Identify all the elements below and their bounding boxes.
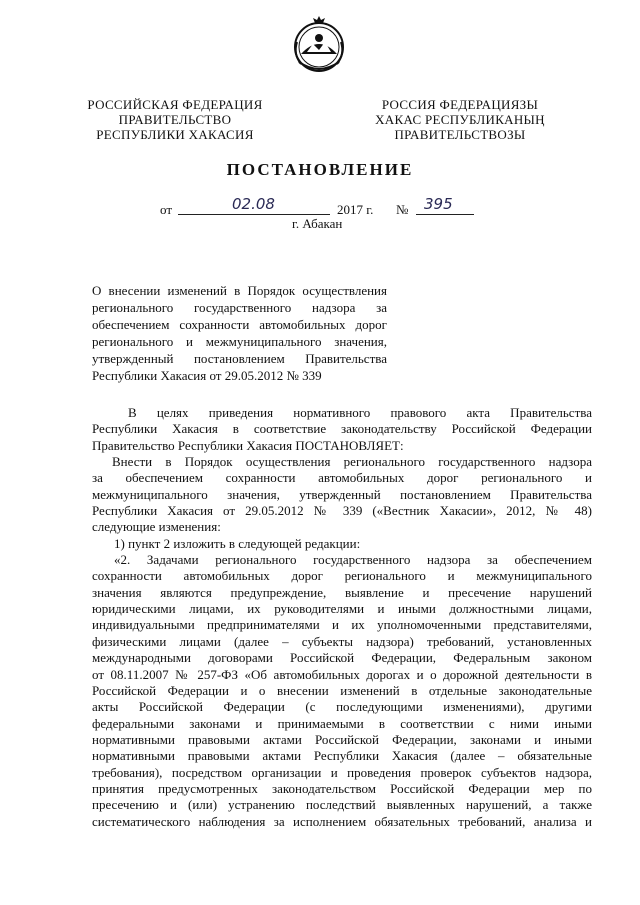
org-left-line: РЕСПУБЛИКИ ХАКАСИЯ xyxy=(96,127,254,142)
body-line: акты Российской Федерации (с последующими изменениями), другими xyxy=(92,699,592,715)
body-line: Внести в Порядок осуществления регионального государственного надзора xyxy=(112,454,592,470)
body-line: за обеспечением сохранности автомобильных дорог регионального и xyxy=(92,470,592,486)
body-line: Российской Федерации и о внесении изменений в отдельные законодательные xyxy=(92,682,592,698)
city-label: г. Абакан xyxy=(292,216,343,231)
body-line: индивидуальными предпринимателями и их уполномоченными представителями, xyxy=(92,617,592,633)
org-right-line: РОССИЯ ФЕДЕРАЦИЯЗЫ xyxy=(381,97,539,112)
date-from-label: от xyxy=(160,202,173,217)
body-line: международными договорами Российской Федерации, Федеральным законом xyxy=(92,650,592,666)
date-underline xyxy=(178,214,330,215)
body-line: пресечению и (или) устранению последствий выявленных нарушений, а также xyxy=(92,797,592,813)
subject-line: утвержденный постановлением Правительства xyxy=(92,351,387,366)
org-header-khakas xyxy=(362,97,558,142)
body-line: юридическими лицами, их руководителями и иными должностными лицами, xyxy=(92,601,592,617)
document-title: ПОСТАНОВЛЕНИЕ xyxy=(226,160,414,179)
body-line: физическими лицами (далее – субъекты надзора) требований, установленных xyxy=(92,633,592,649)
body-line: требования), посредством организации и проведения проверок субъектов надзора, xyxy=(92,764,592,780)
number-underline xyxy=(416,214,474,215)
body-line: нормативными правовыми актами Российской Федерации, законами и иными xyxy=(92,731,592,747)
document-subject xyxy=(92,282,387,384)
date-year: 2017 г. xyxy=(337,202,374,217)
number-handwritten: 395 xyxy=(424,195,453,213)
document-body xyxy=(92,405,592,830)
coat-of-arms-emblem xyxy=(287,14,351,78)
org-left-line: РОССИЙСКАЯ ФЕДЕРАЦИЯ xyxy=(87,97,263,112)
subject-line: обеспечением сохранности автомобильных дорог xyxy=(92,317,387,332)
body-line: 1) пункт 2 изложить в следующей редакции: xyxy=(114,535,361,551)
org-right-line: ХАКАС РЕСПУБЛИКАНЫҢ xyxy=(375,112,545,127)
subject-line: Республики Хакасия от 29.05.2012 № 339 xyxy=(92,368,322,383)
body-line: Республики Хакасия в соответствие законодательству Российской Федерации xyxy=(92,421,592,437)
body-line: от 08.11.2007 № 257-ФЗ «Об автомобильных дорогах и о дорожной деятельности в xyxy=(92,666,592,682)
body-line: систематического наблюдения за исполнением обязательных требований, анализа и xyxy=(92,813,592,829)
subject-line: регионального и межмуниципального значения, xyxy=(92,334,387,349)
body-line: «2. Задачами регионального государственного надзора за обеспечением xyxy=(114,552,592,568)
body-line: В целях приведения нормативного правового акта Правительства xyxy=(128,405,592,420)
body-line: значения являются предупреждение, выявление и пресечение нарушений xyxy=(92,584,592,600)
org-left-line: ПРАВИТЕЛЬСТВО xyxy=(118,112,232,127)
subject-line: О внесении изменений в Порядок осуществления xyxy=(92,283,387,298)
body-line: Правительство Республики Хакасия ПОСТАНОВЛЯЕТ: xyxy=(92,437,404,453)
body-line: сохранности автомобильных дорог регионального и межмуниципального xyxy=(92,568,592,584)
date-handwritten: 02.08 xyxy=(232,195,275,213)
org-right-line: ПРАВИТЕЛЬСТВОЗЫ xyxy=(394,127,526,142)
org-header-russian xyxy=(80,97,270,142)
number-label: № xyxy=(396,202,409,217)
body-line: принятия предусмотренных законодательством Российской Федерации мер по xyxy=(92,780,592,796)
body-line: нормативными правовыми актами Республики Хакасия (далее – обязательные xyxy=(92,748,592,764)
body-line: следующие изменения: xyxy=(92,519,221,535)
body-line: Республики Хакасия от 29.05.2012 № 339 («Вестник Хакасии», 2012, № 48) xyxy=(92,503,592,519)
body-line: межмуниципального значения, утвержденный постановлением Правительства xyxy=(92,486,592,502)
body-line: федеральными законами и принимаемыми в соответствии с ними иными xyxy=(92,715,592,731)
subject-line: регионального государственного надзора за xyxy=(92,300,387,315)
